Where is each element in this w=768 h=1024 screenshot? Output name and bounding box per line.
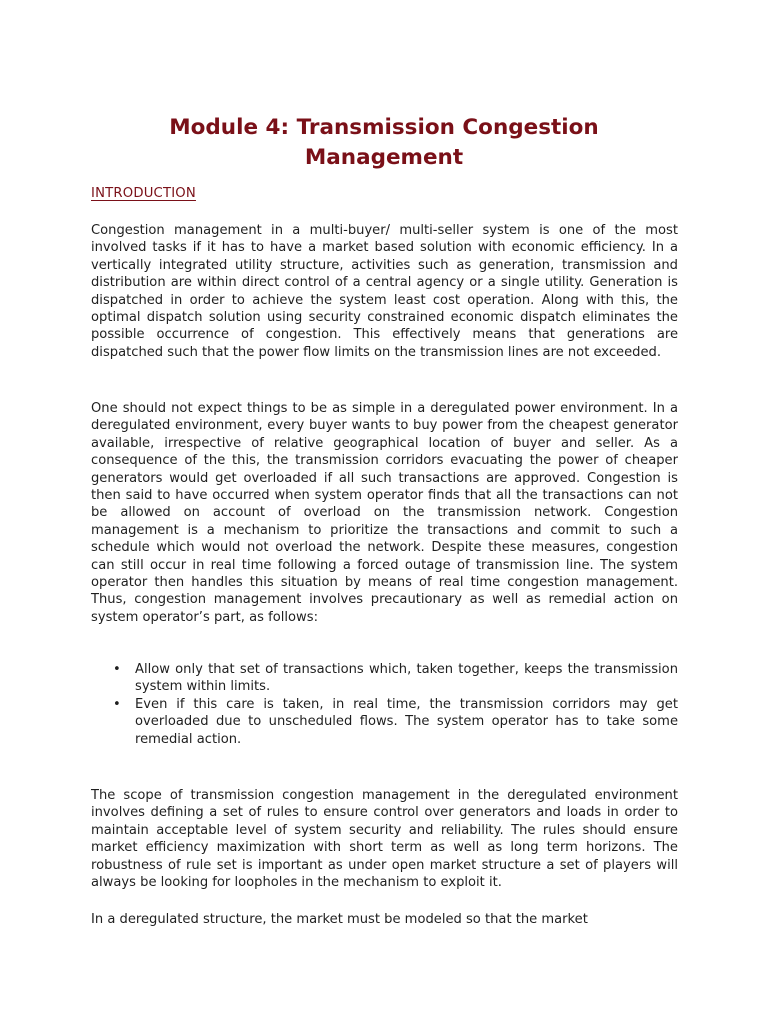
list-item [91,661,678,696]
list-item-text: Even if this care is taken, in real time, the transmission corridors may get overloaded due to unscheduled flows. The system operator has to take some remedial action. [135,696,678,747]
paragraph-3: The scope of transmission congestion management in the deregulated environment involves defining a set of rules to ensure control over generators and loads in order to maintain acceptable level of system security and reliability. The rules should ensure market efficiency maximization with short term as well as long term horizons. The robustness of rule set is important as under open market structure a set of players will always be looking for loopholes in the mechanism to exploit it. [91,788,678,891]
paragraph-4: In a deregulated structure, the market must be modeled so that the market [91,912,588,927]
list-item-text: Allow only that set of transactions which, taken together, keeps the transmission system within limits. [135,662,678,695]
document-title: Module 4: Transmission Congestion Management [169,115,599,170]
paragraph-1: Congestion management in a multi-buyer/ multi-seller system is one of the most involved tasks if it has to have a market based solution with economic efficiency. In a vertically integrated utility structure, activities such as generation, transmission and distribution are within direct control of a central agency or a single utility. Generation is dispatched in order to achieve the system least cost operation. Along with this, the optimal dispatch solution using security constrained economic dispatch eliminates the possible occurrence of congestion. This effectively means that generations are dispatched such that the power flow limits on the transmission lines are not exceeded. [91,223,678,360]
paragraph-2: One should not expect things to be as simple in a deregulated power environment. In a deregulated environment, every buyer wants to buy power from the cheapest generator available, irrespective of relative geographical location of buyer and seller. As a consequence of the this, the transmission corridors evacuating the power of cheaper generators would get overloaded if all such transactions are approved. Congestion is then said to have occurred when system operator finds that all the transactions can not be allowed on account of overload on the transmission network. Congestion management is a mechanism to prioritize the transactions and commit to such a schedule which would not overload the network. Despite these measures, congestion can still occur in real time following a forced outage of transmission line. The system operator then handles this situation by means of real time congestion management. Thus, congestion management involves precautionary as well as remedial action on system operator’s part, as follows: [91,401,678,625]
bullet-glyph: • [113,696,121,712]
list-item [91,696,678,748]
section-heading: INTRODUCTION [91,186,196,201]
bullet-glyph: • [113,662,121,677]
bullet-list [91,661,678,748]
